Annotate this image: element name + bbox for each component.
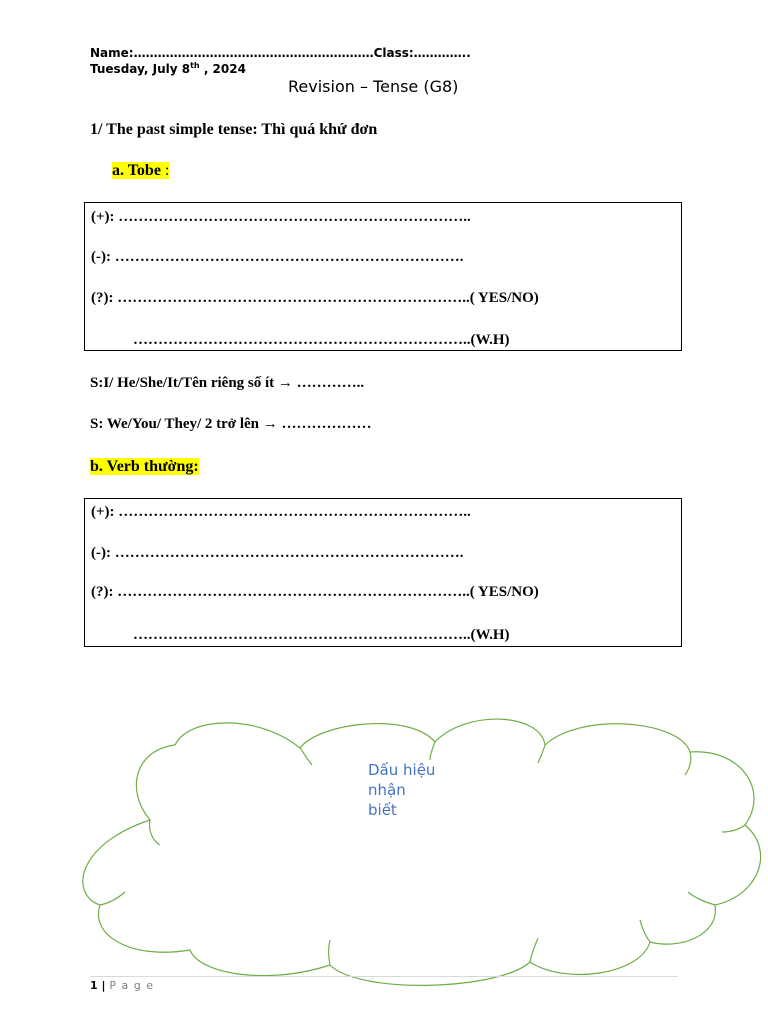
cloud-text	[368, 760, 435, 820]
date-suffix: , 2024	[199, 62, 246, 76]
subject-rule-plural: S: We/You/ They/ 2 trở lên → ………………	[90, 416, 372, 432]
sub-heading-a-label: a. Tobe	[112, 162, 161, 179]
tobe-positive-row: (+): ……………………………………………………………..	[91, 209, 471, 225]
cloud-inner-arc-top-mid	[430, 742, 435, 760]
subject-rule-singular: S:I/ He/She/It/Tên riêng số ít → …………..	[90, 375, 365, 391]
page-label: P a g e	[109, 979, 154, 992]
cloud-inner-arc-right	[685, 752, 691, 775]
cloud-text-line2: nhận	[368, 781, 406, 799]
tobe-negative-row: (-): …………………………………………………………….	[91, 249, 464, 265]
cloud-inner-arc-bottom-mid	[530, 938, 538, 962]
date-prefix: Tuesday, July 8	[90, 62, 191, 76]
section-heading: 1/ The past simple tense: Thì quá khứ đơn	[90, 121, 378, 138]
verb-question-row: (?): ……………………………………………………………..( YES/NO)	[91, 584, 539, 600]
verb-wh-row: …………………………………………………………..(W.H)	[133, 627, 510, 643]
footer	[90, 979, 154, 992]
cloud-text-line1: Dấu hiệu	[368, 761, 436, 779]
tobe-wh-row: …………………………………………………………..(W.H)	[133, 332, 510, 348]
cloud-inner-arc-bottom-mid-right	[640, 920, 650, 942]
cloud-text-line3: biết	[368, 801, 397, 819]
cloud-inner-arc-bottom-right	[688, 892, 715, 905]
footer-separator: |	[97, 979, 110, 992]
name-class-line: Name:……………………………………………………Class:…………..	[90, 46, 471, 60]
verb-positive-row: (+): ……………………………………………………………..	[91, 504, 471, 520]
verb-negative-row: (-): …………………………………………………………….	[91, 545, 464, 561]
date-sup: th	[190, 61, 200, 70]
sub-heading-a-colon: :	[160, 162, 170, 179]
tobe-question-row: (?): ……………………………………………………………..( YES/NO)	[91, 290, 539, 306]
footer-divider	[90, 976, 678, 977]
cloud-inner-arc-far-left	[100, 892, 125, 905]
cloud-inner-arc-top-left	[300, 748, 312, 765]
cloud-inner-arc-bottom-left	[329, 940, 331, 965]
cloud-inner-arc-left	[149, 820, 160, 845]
cloud-inner-arc-top-right	[538, 745, 545, 763]
page-number: 1	[90, 979, 98, 992]
sub-heading-b-label: b. Verb thường:	[90, 458, 199, 475]
cloud-inner-arc-far-right	[722, 825, 745, 832]
page-title: Revision – Tense (G8)	[288, 77, 459, 96]
